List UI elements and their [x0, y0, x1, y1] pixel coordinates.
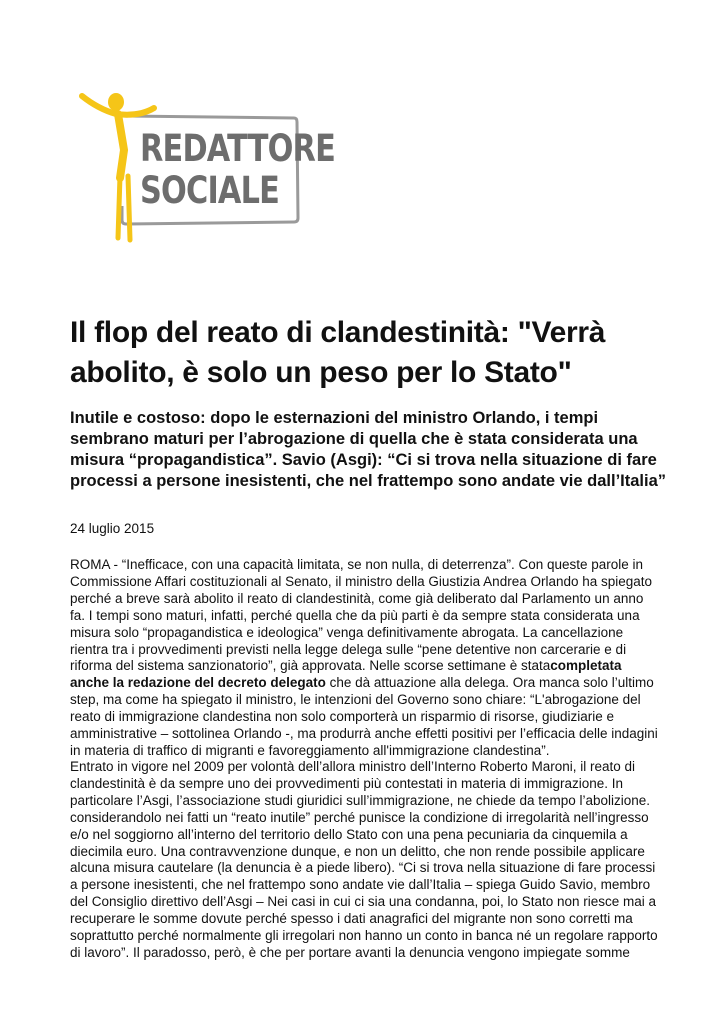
article-date: 24 luglio 2015 [70, 521, 155, 536]
article-paragraph-1 [70, 557, 660, 760]
logo-wordmark [140, 128, 335, 212]
article-paragraph-2: Entrato in vigore nel 2009 per volontà dell’allora ministro dell’Interno Roberto Maroni, il reato di clandestinità è da sempre uno dei provvedimenti più contestati in materia di immigrazione. In particolare l’Asgi, l’associazione studi giuridici sull’immigrazione, ne chiede da tempo l’abolizione. considerandolo nei fatti un “reato inutile” perché punisce la condizione di irregolarità nell’ingresso e/o nel soggiorno all’interno del territorio dello Stato con una pena pecuniaria da cinquemila a diecimila euro. Una contravvenzione dunque, e non un delitto, che non rende possibile applicare alcuna misura cautelare (la denuncia è a piede libero). “Ci si trova nella situazione di fare processi a persone inesistenti, che nel frattempo sono andate vie dall’Italia – spiega Guido Savio, membro del Consiglio direttivo dell’Asgi – Nei casi in cui ci sia una condanna, poi, lo Stato non riesce mai a recuperare le somme dovute perché spesso i dati anagrafici del migrante non sono corretti ma soprattutto perché normalmente gli irregolari non hanno un conto in banca né un regolare rapporto di lavoro”. Il paradosso, però, è che per portare avanti la denuncia vengono impiegate somme [70, 759, 658, 960]
logo-figure-legs [118, 176, 130, 240]
logo-figure-body [118, 114, 124, 178]
article-subtitle: Inutile e costoso: dopo le esternazioni del ministro Orlando, i tempi sembrano maturi per l’abrogazione di quella che è stata considerata una misura “propagandistica”. Savio (Asgi): “Ci si trova nella situazione di fare processi a persone inesistenti, che nel frattempo sono andate vie dall’Italia” [70, 409, 667, 490]
logo-line-1: REDATTORE [140, 127, 335, 170]
logo-figure-head [108, 93, 124, 111]
paragraph-1-text-end: che dà attuazione alla delega. Ora manca solo l’ultimo step, ma come ha spiegato il ministro, le intenzioni del Governo sono chiare: “L'abrogazione del reato di immigrazione clandestina non solo comporterà un risparmio di risorse, giudiziarie e amministrative – sottolinea Orlando -, ma produrrà anche effetti positivi per l’efficacia delle indagini in materia di traffico di migranti e favoreggiamento all'immigrazione clandestina”. [70, 675, 658, 758]
paragraph-1-bold-text: completata anche la redazione del decreto delegato [70, 658, 622, 691]
logo-line-2: SOCIALE [140, 169, 280, 212]
paragraph-1-text-start: ROMA - “Inefficace, con una capacità limitata, se non nulla, di deterrenza”. Con queste parole in Commissione Affari costituzionali al Senato, il ministro della Giustizia Andrea Orlando ha spiegato perché a breve sarà abolito il reato di clandestinità, come già deliberato dal Parlamento un anno fa. I tempi sono maturi, infatti, perché quella che da più parti è da sempre stata considerata una misura solo “propagandistica e ideologica” venga definitivamente abrogata. La cancellazione rientra tra i provvedimenti previsti nella legge delega sulle “pene detentive non carcerarie e di riforma del sistema sanzionatorio”, già approvata. Nelle scorse settimane è stata [70, 557, 653, 674]
article-title: Il flop del reato di clandestinità: "Verrà abolito, è solo un peso per lo Stato" [70, 316, 606, 389]
redattore-sociale-logo [78, 88, 335, 256]
